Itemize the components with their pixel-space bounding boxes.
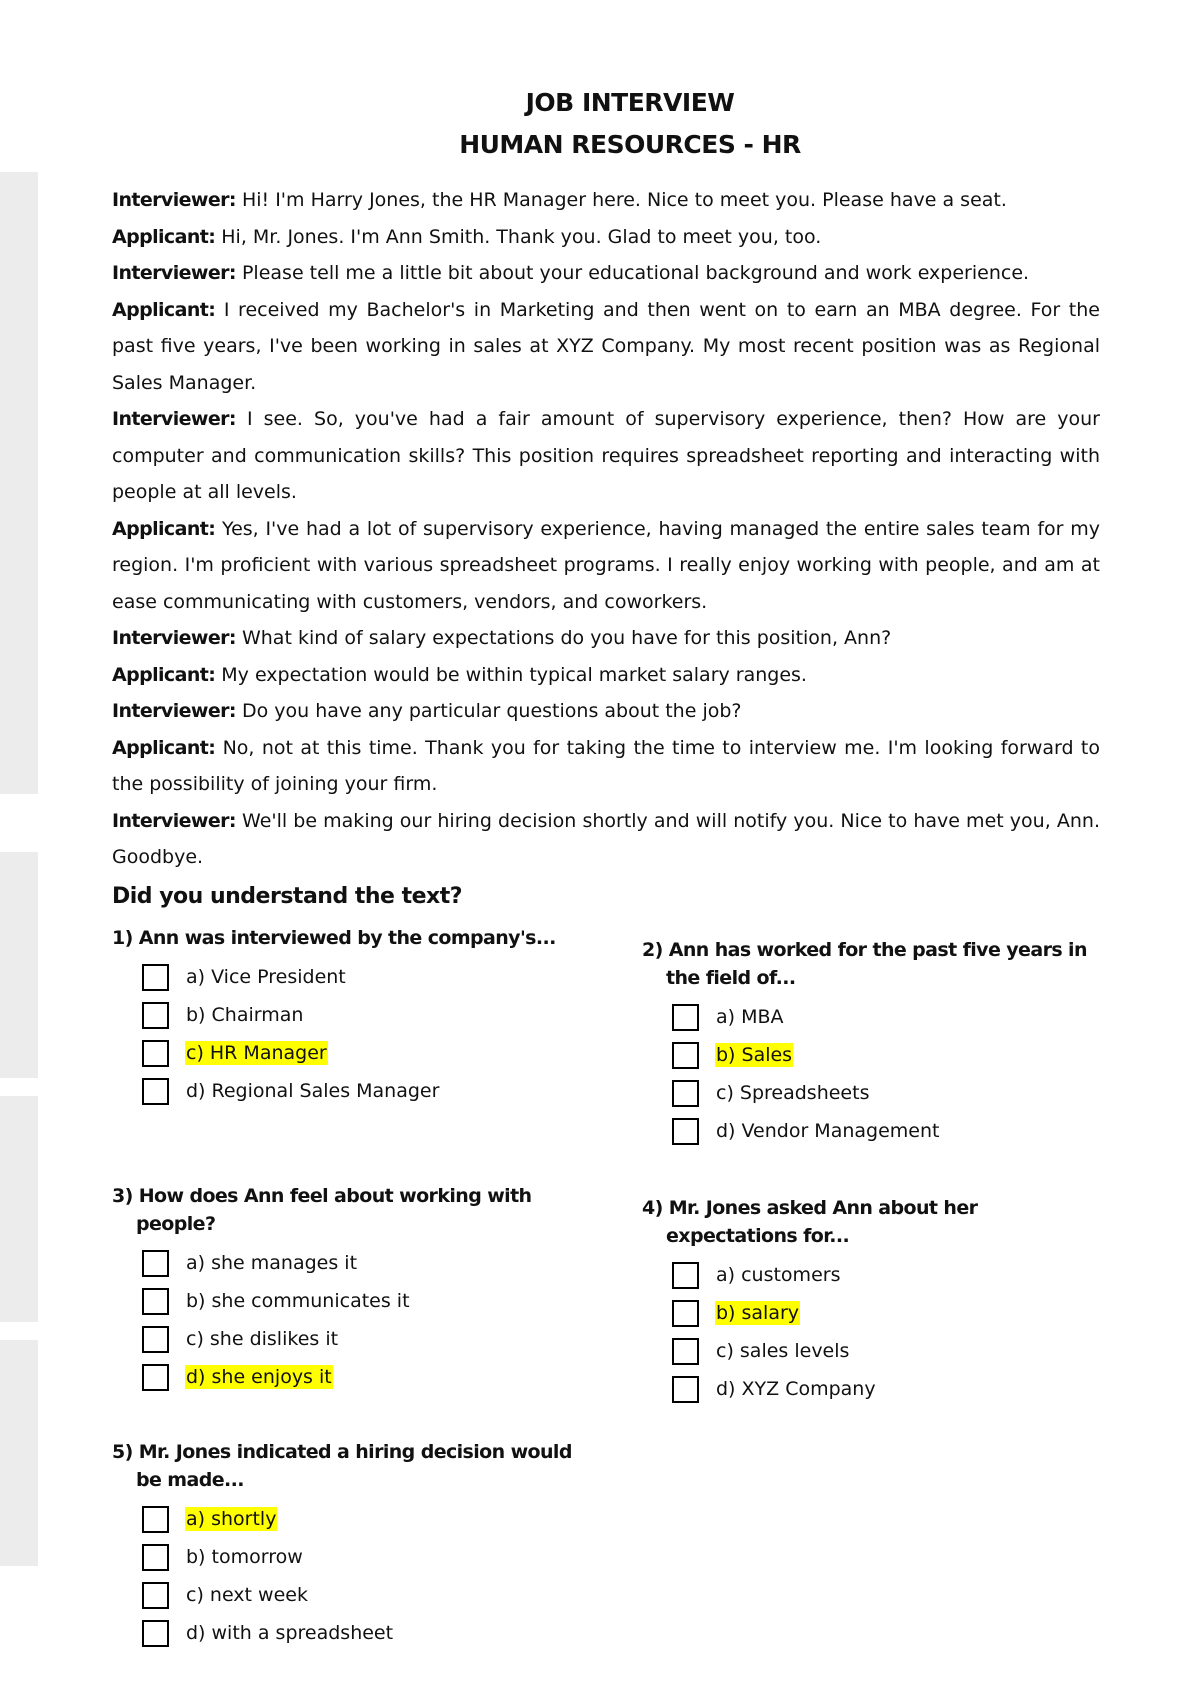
speaker-label: Interviewer: (112, 700, 236, 722)
dialogue-line (112, 803, 1100, 876)
dialogue-line (112, 292, 1100, 402)
checkbox[interactable] (142, 1620, 169, 1647)
speaker-label: Applicant: (112, 298, 216, 321)
answer-option[interactable] (672, 1294, 1112, 1332)
dialogue-text: Hi, Mr. Jones. I'm Ann Smith. Thank you. Glad to meet you, too. (215, 225, 822, 248)
answer-option[interactable] (142, 1576, 582, 1614)
speaker-label: Interviewer: (112, 408, 236, 430)
option-label: a) she manages it (186, 1252, 358, 1274)
checkbox[interactable] (142, 1326, 169, 1353)
dialogue (112, 182, 1100, 876)
answer-option[interactable] (142, 1500, 582, 1538)
answer-option[interactable] (142, 1244, 582, 1282)
option-label: b) she communicates it (186, 1290, 410, 1312)
speaker-label: Interviewer: (112, 189, 236, 211)
document-title-block (0, 82, 1200, 166)
option-list (142, 958, 582, 1110)
option-list (142, 1244, 582, 1396)
speaker-label: Interviewer: (112, 627, 236, 649)
option-label: b) Sales (716, 1044, 793, 1066)
document-title: JOB INTERVIEW (525, 88, 735, 117)
dialogue-text: I see. So, you've had a fair amount of supervisory experience, then? How are your computer and communication skills? This position requires spreadsheet reporting and interacting with people at all levels. (112, 408, 1100, 503)
answer-option[interactable] (672, 1112, 1112, 1150)
question-5 (112, 1438, 582, 1652)
option-label: a) customers (716, 1264, 841, 1286)
speaker-label: Applicant: (112, 225, 216, 248)
dialogue-line (112, 693, 1100, 730)
left-edge-strip (0, 852, 38, 1078)
answer-option[interactable] (142, 958, 582, 996)
question-text: 2) Ann has worked for the past five years in the field of... (642, 939, 1087, 989)
dialogue-text: I received my Bachelor's in Marketing and then went on to earn an MBA degree. For the past five years, I've been working in sales at XYZ Company. My most recent position was as Regional Sales Manager. (112, 298, 1100, 394)
answer-option[interactable] (672, 1256, 1112, 1294)
speaker-label: Applicant: (112, 736, 216, 759)
option-label: c) next week (186, 1584, 308, 1606)
option-label: d) XYZ Company (716, 1378, 876, 1400)
left-edge-strip (0, 1096, 38, 1322)
dialogue-line (112, 730, 1100, 803)
checkbox[interactable] (142, 1040, 169, 1067)
checkbox[interactable] (142, 1506, 169, 1533)
dialogue-text: We'll be making our hiring decision shortly and will notify you. Nice to have met you, Ann. Goodbye. (112, 809, 1100, 868)
option-label: d) Regional Sales Manager (186, 1080, 440, 1102)
answer-option[interactable] (672, 998, 1112, 1036)
dialogue-line (112, 182, 1100, 219)
dialogue-line (112, 219, 1100, 256)
answer-option[interactable] (142, 996, 582, 1034)
speaker-label: Applicant: (112, 663, 216, 686)
answer-option[interactable] (142, 1358, 582, 1396)
dialogue-line (112, 620, 1100, 657)
question-text: 1) Ann was interviewed by the company's... (112, 927, 556, 949)
checkbox[interactable] (672, 1300, 699, 1327)
left-edge-strip (0, 172, 38, 794)
speaker-label: Interviewer: (112, 262, 236, 284)
option-label: c) she dislikes it (186, 1328, 339, 1350)
option-label: d) Vendor Management (716, 1120, 940, 1142)
dialogue-line (112, 255, 1100, 292)
checkbox[interactable] (142, 1250, 169, 1277)
option-list (672, 998, 1112, 1150)
checkbox[interactable] (142, 964, 169, 991)
checkbox[interactable] (672, 1376, 699, 1403)
option-label: d) she enjoys it (186, 1366, 332, 1388)
answer-option[interactable] (142, 1034, 582, 1072)
question-text: 3) How does Ann feel about working with people? (112, 1185, 532, 1235)
answer-option[interactable] (672, 1074, 1112, 1112)
checkbox[interactable] (142, 1364, 169, 1391)
option-label: b) tomorrow (186, 1546, 303, 1568)
document-subtitle: HUMAN RESOURCES - HR (459, 130, 801, 159)
dialogue-text: Yes, I've had a lot of supervisory experience, having managed the entire sales team for my region. I'm proficient with various spreadsheet programs. I really enjoy working with people, and am at ease communicating with customers, vendors, and coworkers. (112, 517, 1100, 613)
answer-option[interactable] (672, 1036, 1112, 1074)
option-list (672, 1256, 1112, 1408)
speaker-label: Applicant: (112, 517, 216, 540)
dialogue-text: What kind of salary expectations do you have for this position, Ann? (235, 627, 892, 649)
question-2 (642, 936, 1112, 1150)
answer-option[interactable] (142, 1538, 582, 1576)
checkbox[interactable] (672, 1338, 699, 1365)
option-label: b) Chairman (186, 1004, 304, 1026)
checkbox[interactable] (142, 1078, 169, 1105)
dialogue-text: Do you have any particular questions about the job? (235, 700, 742, 722)
checkbox[interactable] (672, 1004, 699, 1031)
checkbox[interactable] (672, 1118, 699, 1145)
option-list (142, 1500, 582, 1652)
option-label: c) HR Manager (186, 1042, 327, 1064)
quiz-heading: Did you understand the text? (112, 884, 463, 909)
answer-option[interactable] (142, 1282, 582, 1320)
question-4 (642, 1194, 1112, 1408)
question-text: 5) Mr. Jones indicated a hiring decision would be made... (112, 1441, 572, 1491)
answer-option[interactable] (142, 1614, 582, 1652)
question-text: 4) Mr. Jones asked Ann about her expectations for... (642, 1197, 978, 1247)
dialogue-text: Please tell me a little bit about your educational background and work experience. (235, 262, 1030, 284)
answer-option[interactable] (672, 1332, 1112, 1370)
speaker-label: Interviewer: (112, 809, 236, 832)
left-edge-strip (0, 1340, 38, 1566)
option-label: d) with a spreadsheet (186, 1622, 394, 1644)
option-label: a) MBA (716, 1006, 784, 1028)
checkbox[interactable] (142, 1582, 169, 1609)
question-1 (112, 924, 582, 1110)
checkbox[interactable] (142, 1288, 169, 1315)
dialogue-line (112, 401, 1100, 511)
option-label: a) shortly (186, 1508, 277, 1530)
answer-option[interactable] (672, 1370, 1112, 1408)
checkbox[interactable] (672, 1042, 699, 1069)
option-label: c) sales levels (716, 1340, 850, 1362)
dialogue-text: My expectation would be within typical market salary ranges. (215, 663, 807, 686)
checkbox[interactable] (142, 1544, 169, 1571)
dialogue-text: Hi! I'm Harry Jones, the HR Manager here. Nice to meet you. Please have a seat. (235, 189, 1007, 211)
option-label: a) Vice President (186, 966, 346, 988)
checkbox[interactable] (672, 1080, 699, 1107)
answer-option[interactable] (142, 1072, 582, 1110)
dialogue-line (112, 657, 1100, 694)
option-label: b) salary (716, 1302, 800, 1324)
answer-option[interactable] (142, 1320, 582, 1358)
dialogue-line (112, 511, 1100, 621)
dialogue-text: No, not at this time. Thank you for taking the time to interview me. I'm looking forward to the possibility of joining your firm. (112, 736, 1100, 795)
question-3 (112, 1182, 582, 1396)
checkbox[interactable] (672, 1262, 699, 1289)
checkbox[interactable] (142, 1002, 169, 1029)
option-label: c) Spreadsheets (716, 1082, 870, 1104)
